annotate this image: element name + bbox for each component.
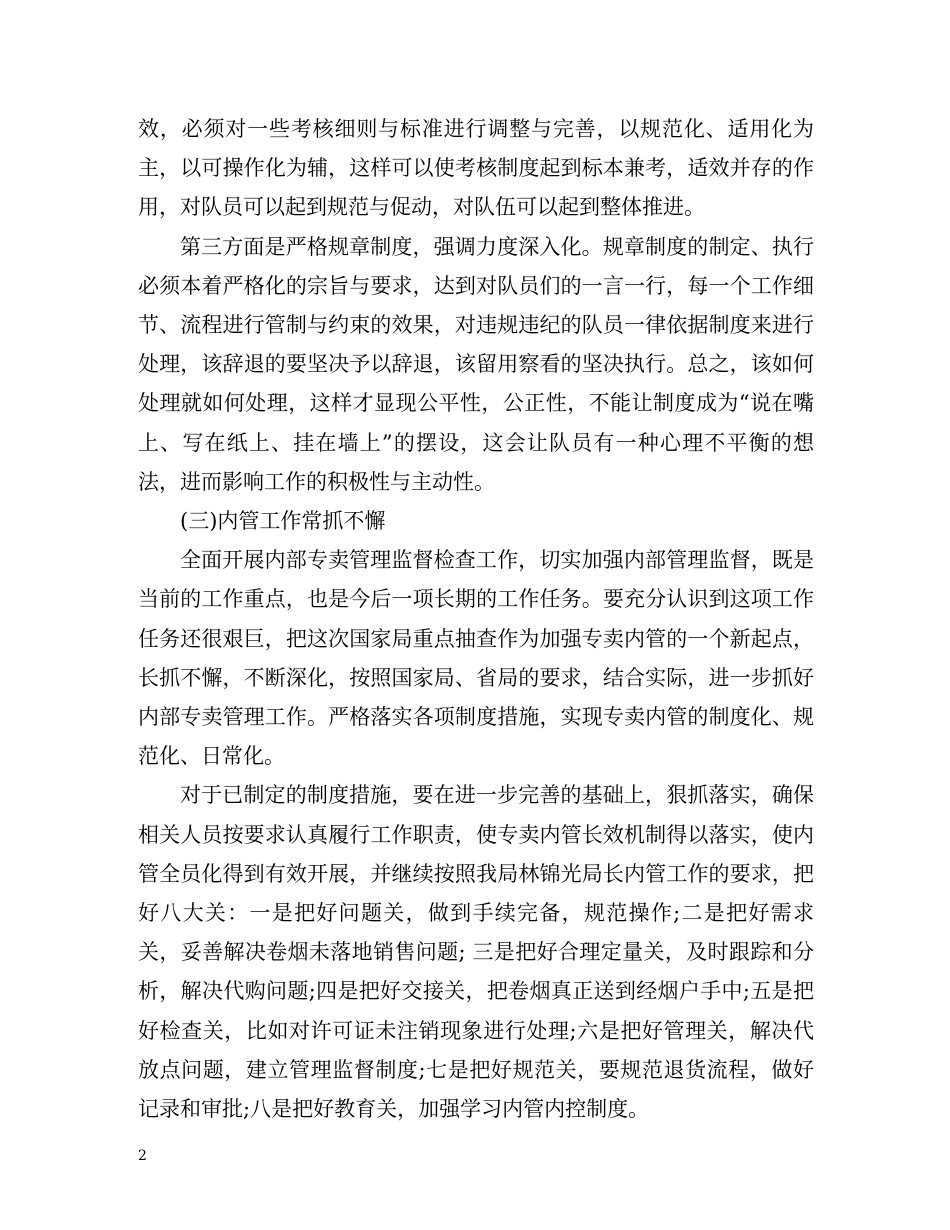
paragraph-continuation: 效，必须对一些考核细则与标准进行调整与完善，以规范化、适用化为主，以可操作化为辅，这样可以使考核制度起到标本兼考，适效并存的作用，对队员可以起到规范与促动，对队伍可以起到整体推进。: [138, 117, 814, 220]
document-body: [138, 110, 814, 1129]
paragraph-internal-supervision: 全面开展内部专卖管理监督检查工作，切实加强内部管理监督，既是当前的工作重点，也是今后一项长期的工作任务。要充分认识到这项工作任务还很艰巨，把这次国家局重点抽查作为加强专卖内管的一个新起点，长抓不懈，不断深化，按照国家局、省局的要求，结合实际，进一步抓好内部专卖管理工作。严格落实各项制度措施，实现专卖内管的制度化、规范化、日常化。: [138, 548, 814, 769]
page-number: 2: [138, 1148, 147, 1164]
paragraph-rules-enforcement: 第三方面是严格规章制度，强调力度深入化。规章制度的制定、执行必须本着严格化的宗旨与要求，达到对队员们的一言一行，每一个工作细节、流程进行管制与约束的效果，对违规违纪的队员一律依据制度来进行处理，该辞退的要坚决予以辞退，该留用察看的坚决执行。总之，该如何处理就如何处理，这样才显现公平性，公正性，不能让制度成为“说在嘴上、写在纸上、挂在墙上”的摆设，这会让队员有一种心理不平衡的想法，进而影响工作的积极性与主动性。: [138, 234, 814, 494]
paragraph-eight-checkpoints: 对于已制定的制度措施，要在进一步完善的基础上，狠抓落实，确保相关人员按要求认真履行工作职责，使专卖内管长效机制得以落实，使内管全员化得到有效开展，并继续按照我局林锦光局长内管工作的要求，把好八大关：一是把好问题关，做到手续完备，规范操作;二是把好需求关，妥善解决卷烟未落地销售问题; 三是把好合理定量关，及时跟踪和分析，解决代购问题;四是把好交接关，把卷烟真正送到经烟户手中;五是把好检查关，比如对许可证未注销现象进行处理;六是把好管理关，解决代放点问题，建立管理监督制度;七是把好规范关，要规范退货流程，做好记录和审批;八是把好教育关，加强学习内管内控制度。: [138, 783, 814, 1122]
section-heading: (三)内管工作常抓不懈: [180, 509, 386, 534]
